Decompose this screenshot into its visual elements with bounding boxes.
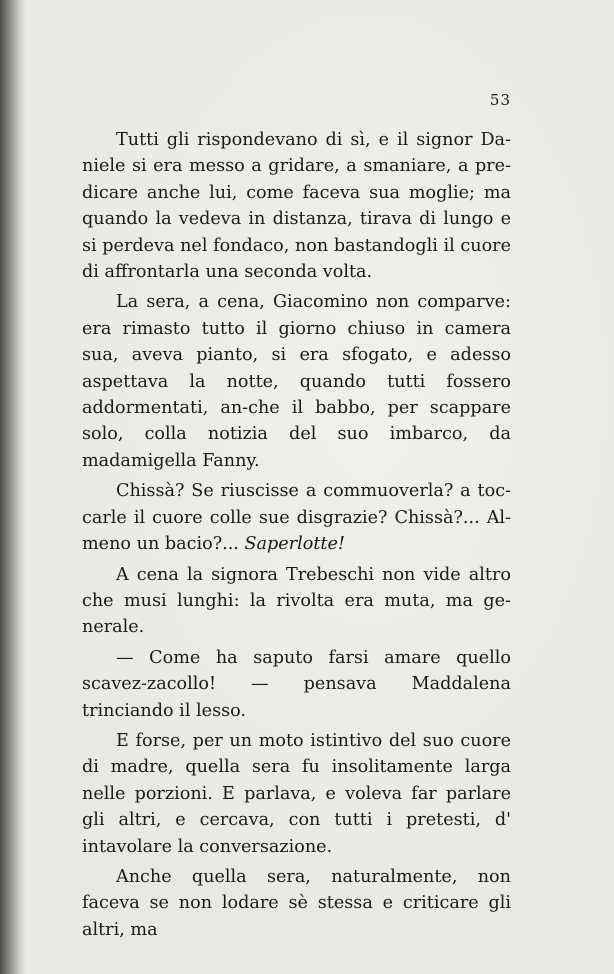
binding-shadow (0, 0, 26, 974)
paragraph-4: A cena la signora Trebeschi non vide altro che musi lunghi: la rivolta era muta, ma ge-nerale. (82, 564, 511, 638)
paragraph-6: E forse, per un moto istintivo del suo cuore di madre, quella sera fu insolitamente larga nelle porzioni. E parlava, e voleva far parlare gli altri, e cercava, con tutti i pretesti, d' intavolare la conversazione. (82, 730, 511, 857)
italic-exclamation: Saperlotte! (244, 534, 345, 555)
body-text (82, 127, 511, 943)
paragraph-1: Tutti gli rispondevano di sì, e il signor Da-niele si era messo a gridare, a smaniare, a pre-dicare anche lui, come faceva sua moglie; ma quando la vedeva in distanza, tirava di lungo e si perdeva nel fondaco, non bastandogli il cuore di affrontarla una seconda volta. (82, 130, 511, 283)
paragraph-2: La sera, a cena, Giacomino non comparve: era rimasto tutto il giorno chiuso in camera sua, aveva pianto, si era sfogato, e adesso aspettava la notte, quando tutti fossero addormentati, an-che il babbo, per scappare solo, colla notizia del suo imbarco, da madamigella Fanny. (82, 292, 511, 471)
page-number: 53 (489, 91, 511, 109)
paragraph-7: Anche quella sera, naturalmente, non faceva se non lodare sè stessa e criticare gli altri, ma (82, 866, 511, 940)
paragraph-3 (82, 478, 511, 557)
paragraph-5: — Come ha saputo farsi amare quello scavez-zacollo! — pensava Maddalena trinciando il lesso. (82, 647, 511, 721)
paragraph-3-text: Chissà? Se riuscisse a commuoverla? a toc-carle il cuore colle sue disgrazie? Chissà?... Al-meno un bacio?... (82, 481, 511, 555)
